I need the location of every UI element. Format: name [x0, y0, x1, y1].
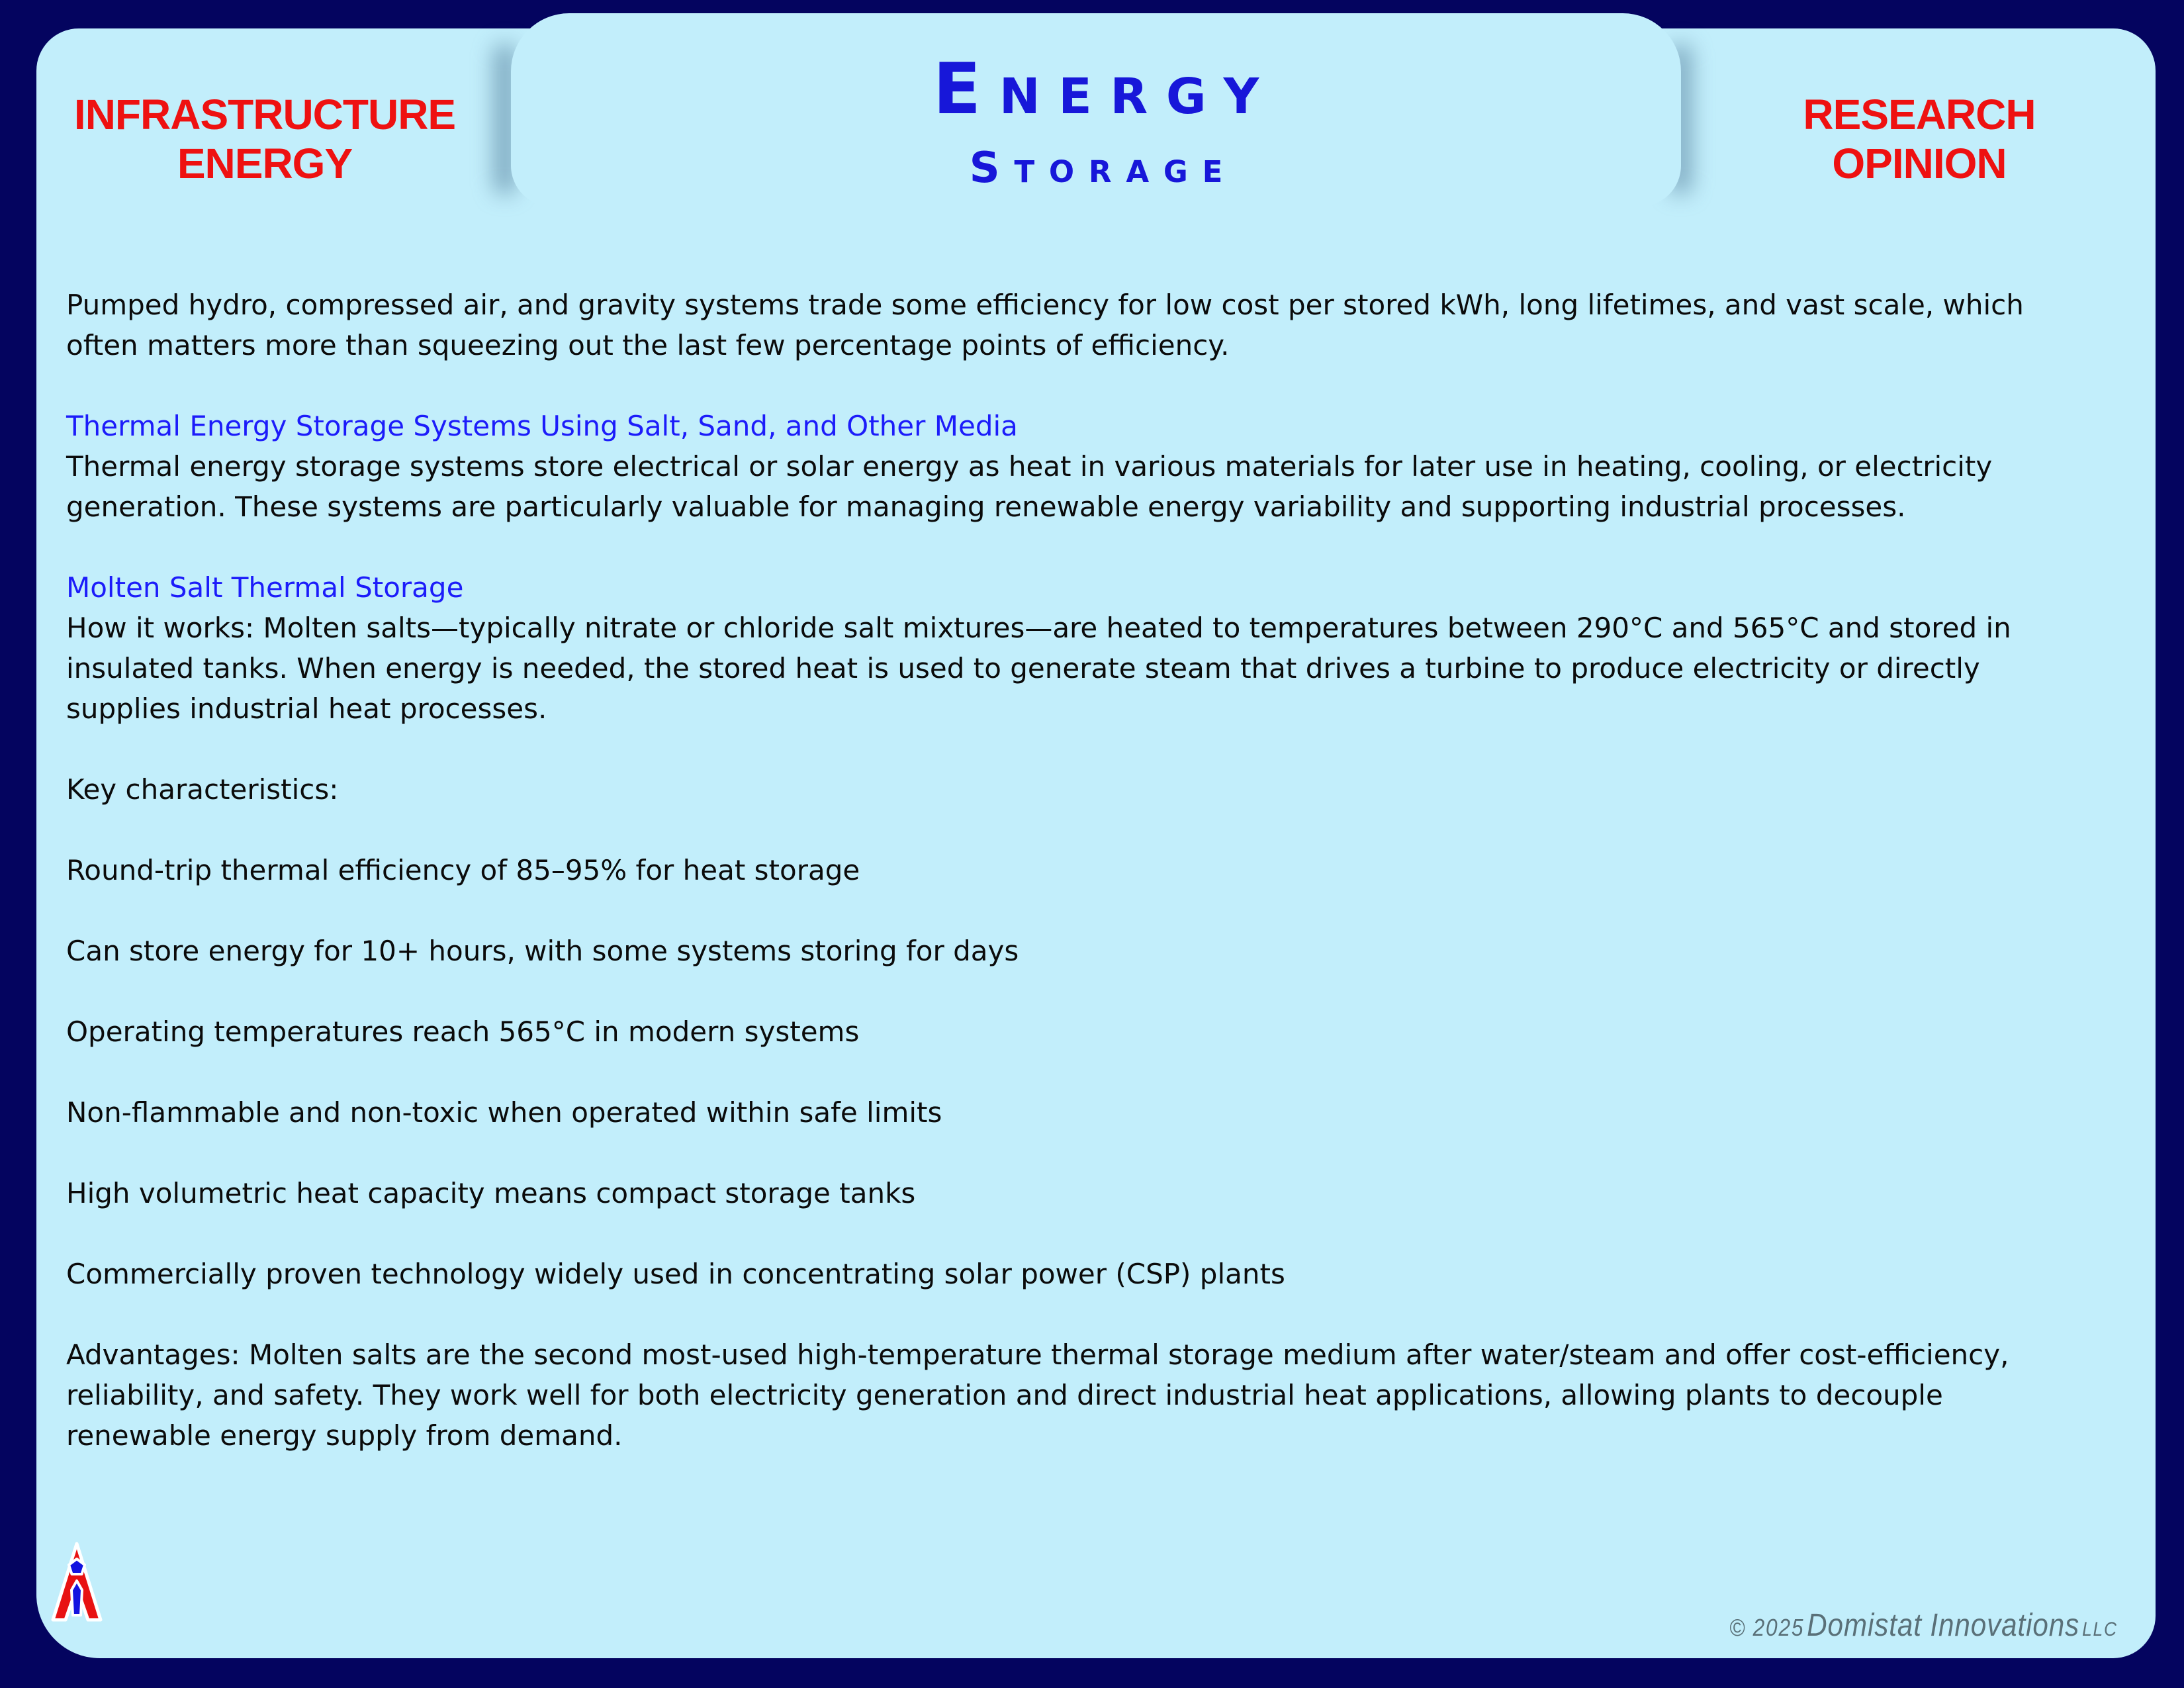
- copyright: [1729, 1607, 2118, 1644]
- key-characteristics-label: Key characteristics:: [66, 773, 339, 806]
- section-heading-molten-salt: Molten Salt Thermal Storage: [66, 571, 464, 604]
- article: [66, 285, 2055, 1496]
- left-tab-line1: INFRASTRUCTURE: [73, 91, 456, 138]
- company-name: Domistat Innovations: [1807, 1608, 2080, 1643]
- company-logo-icon: [50, 1541, 103, 1623]
- characteristic-item: Non-flammable and non-toxic when operated within safe limits: [66, 1096, 942, 1129]
- advantages-paragraph: Advantages: Molten salts are the second most-used high-temperature thermal storage medium after water/steam and offer cost-efficiency, reliability, and safety. They work well for both electricity generation and direct industrial heat applications, allowing plants to decouple renewable energy supply from demand.: [66, 1338, 2009, 1452]
- characteristic-item: High volumetric heat capacity means compact storage tanks: [66, 1177, 916, 1209]
- page-title: [511, 48, 1681, 193]
- how-it-works-paragraph: How it works: Molten salts—typically nitrate or chloride salt mixtures—are heated to temperatures between 290°C and 565°C and stored in insulated tanks. When energy is needed, the stored heat is used to generate steam that drives a turbine to produce electricity or directly supplies industrial heat processes.: [66, 612, 2011, 725]
- page-title-line1: Energy: [933, 48, 1277, 130]
- copyright-year: © 2025: [1729, 1614, 1805, 1641]
- tab-infrastructure-energy[interactable]: [60, 90, 470, 188]
- intro-paragraph: Pumped hydro, compressed air, and gravity systems trade some efficiency for low cost per stored kWh, long lifetimes, and vast scale, which often matters more than squeezing out the last few percentage points of efficiency.: [66, 289, 2024, 361]
- right-tab-line1: RESEARCH: [1803, 91, 2036, 138]
- characteristic-item: Round-trip thermal efficiency of 85–95% for heat storage: [66, 854, 860, 886]
- characteristic-item: Commercially proven technology widely used in concentrating solar power (CSP) plants: [66, 1258, 1285, 1290]
- thermal-storage-paragraph: Thermal energy storage systems store electrical or solar energy as heat in various materials for later use in heating, cooling, or electricity generation. These systems are particularly valuable for managing renewable energy variability and supporting industrial processes.: [66, 450, 1993, 523]
- tab-research-opinion[interactable]: [1714, 90, 2124, 188]
- company-suffix: LLC: [2082, 1618, 2118, 1640]
- page-title-line2: Storage: [969, 144, 1238, 193]
- characteristic-item: Operating temperatures reach 565°C in modern systems: [66, 1015, 860, 1048]
- section-heading-thermal-storage: Thermal Energy Storage Systems Using Salt, Sand, and Other Media: [66, 410, 1018, 442]
- left-tab-line2: ENERGY: [177, 140, 353, 187]
- logo-rocket-body: [71, 1581, 82, 1615]
- characteristic-item: Can store energy for 10+ hours, with some systems storing for days: [66, 935, 1019, 967]
- right-tab-line2: OPINION: [1832, 140, 2007, 187]
